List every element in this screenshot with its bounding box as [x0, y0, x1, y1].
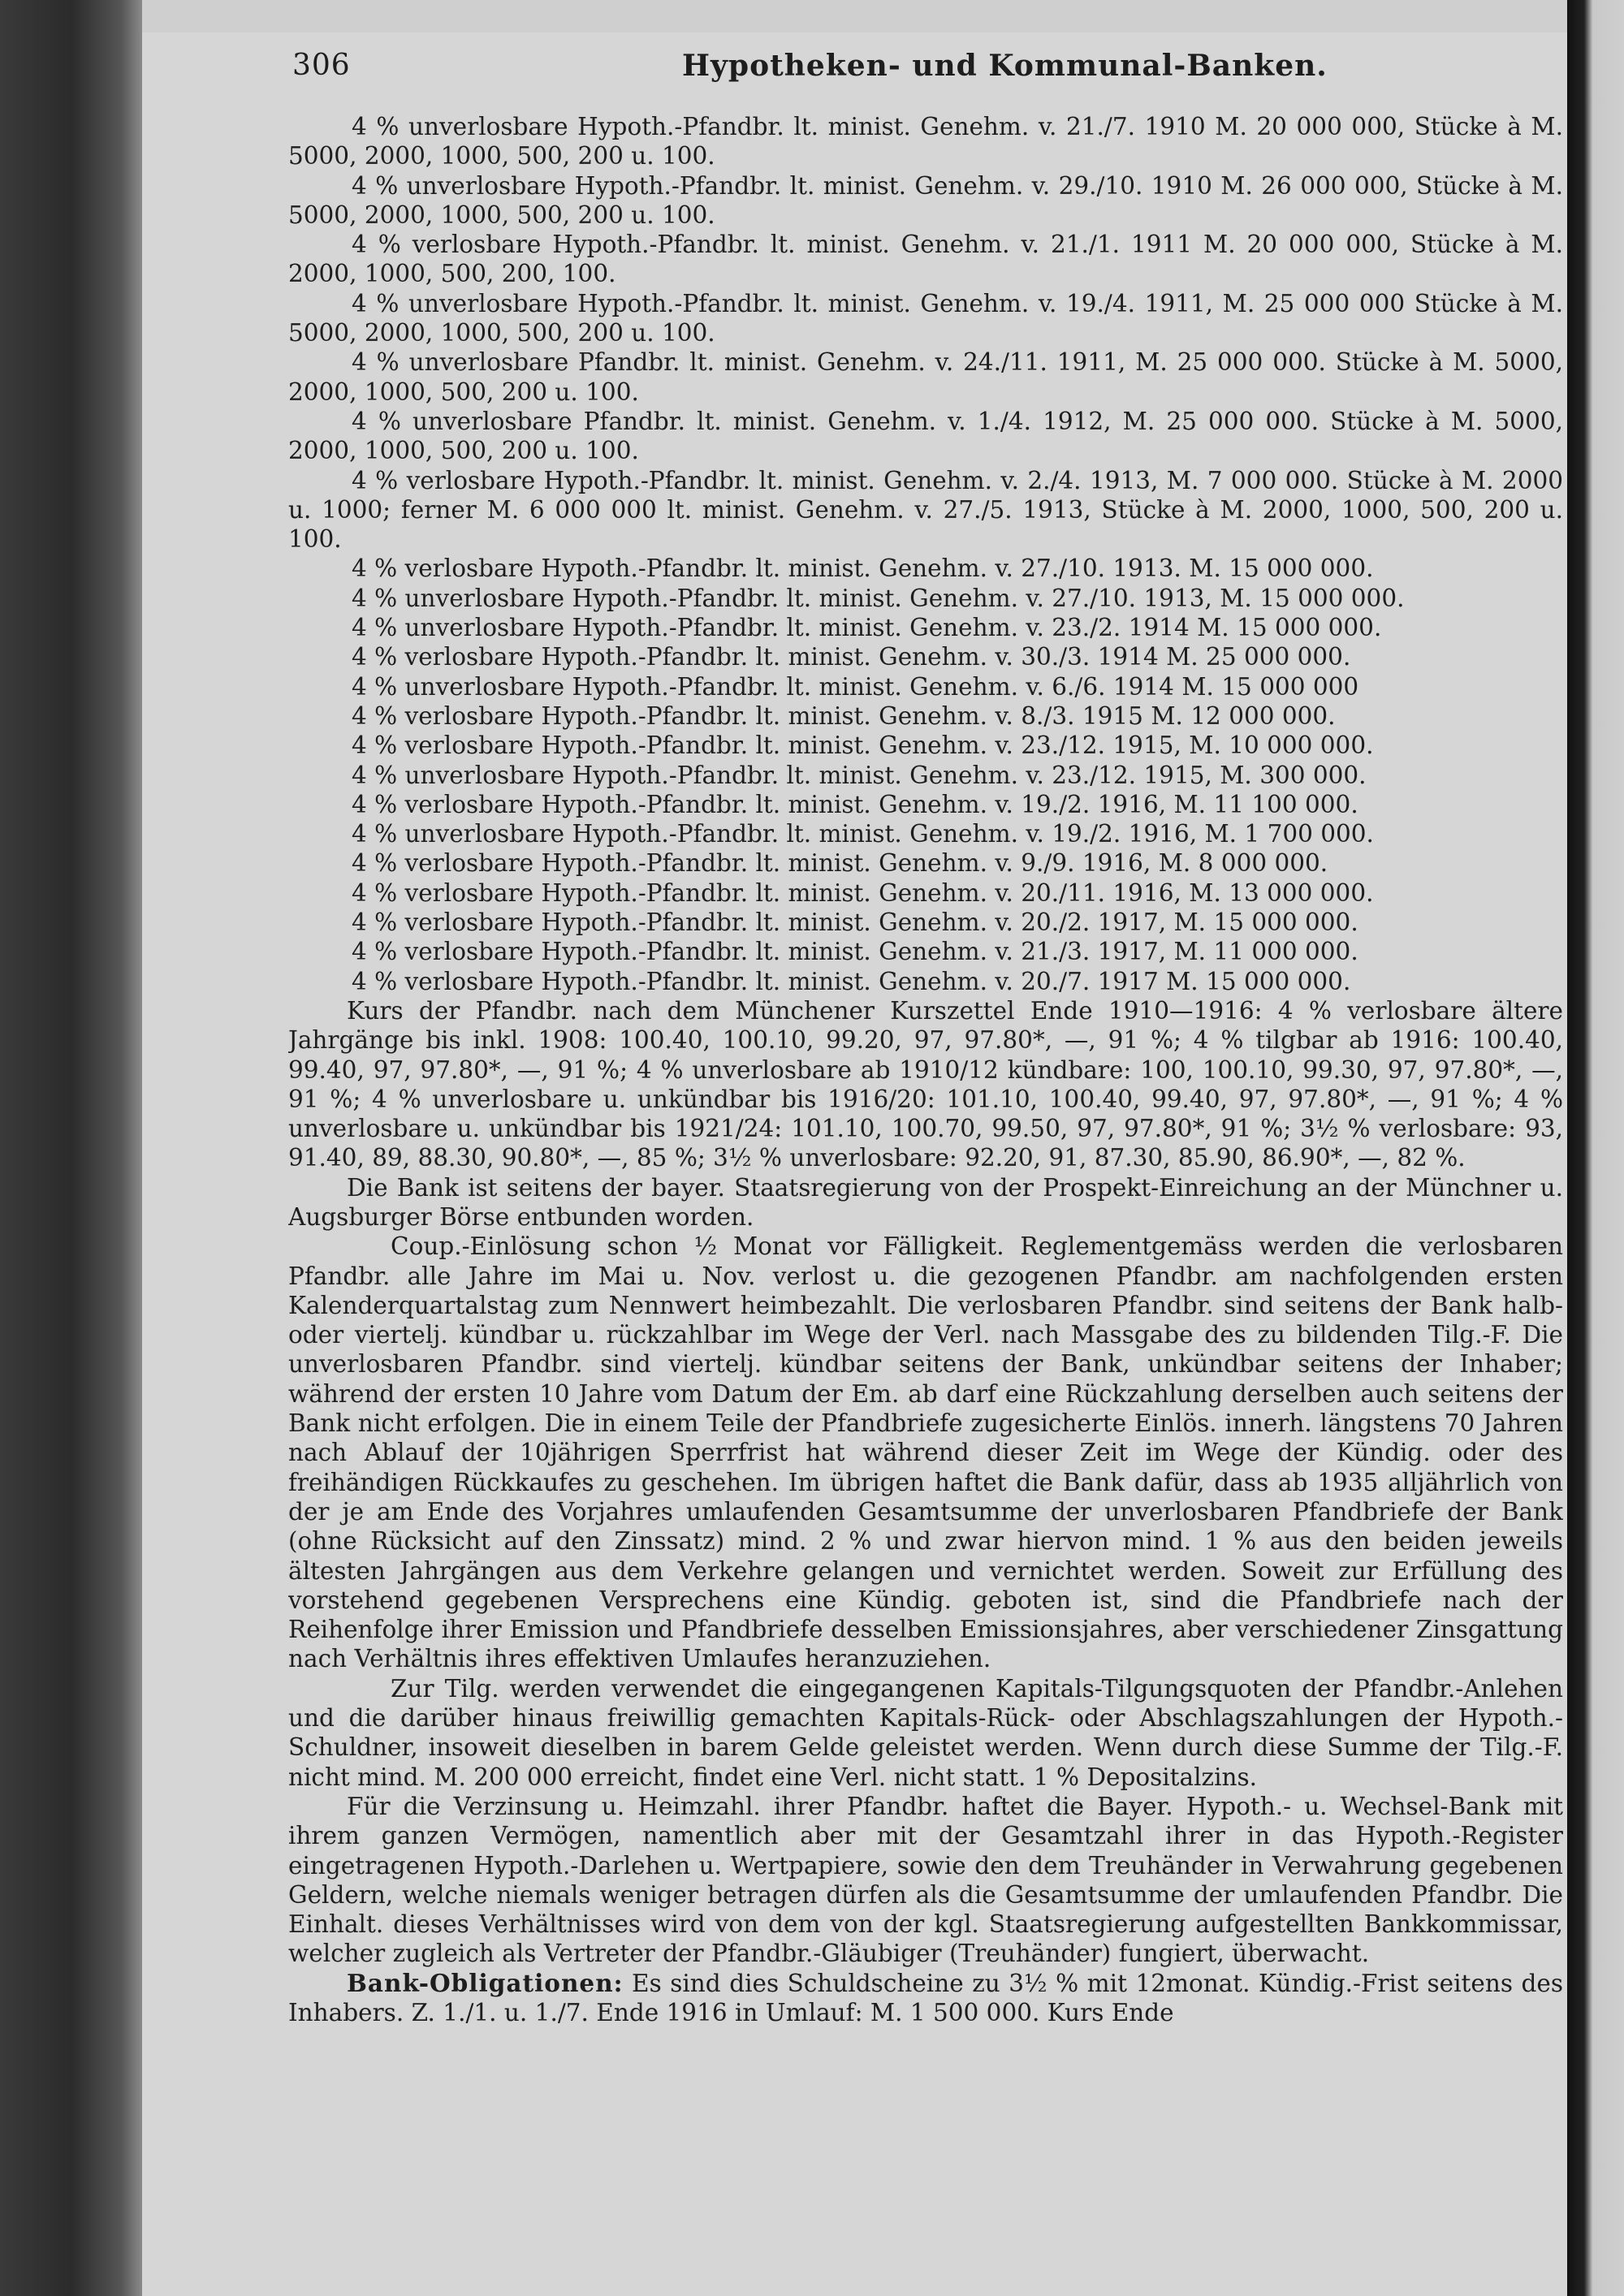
short-issue-entry: 4 % verlosbare Hypoth.-Pfandbr. lt. minist. Genehm. v. 20./7. 1917 M. 15 000 000.: [352, 967, 1351, 995]
short-issue-entry: 4 % unverlosbare Hypoth.-Pfandbr. lt. minist. Genehm. v. 23./12. 1915, M. 300 000.: [352, 761, 1367, 789]
issue-entry: 4 % unverlosbare Hypoth.-Pfandbr. lt. minist. Genehm. v. 21./7. 1910 M. 20 000 000, Stücke à M. 5000, 2000, 1000, 500, 200 u. 100.: [288, 113, 1563, 170]
obligationen-paragraph: [288, 1969, 1563, 2028]
page-number: 306: [292, 49, 351, 82]
short-issue-entry: 4 % unverlosbare Hypoth.-Pfandbr. lt. minist. Genehm. v. 23./2. 1914 M. 15 000 000.: [352, 614, 1382, 642]
short-issue-entry: 4 % verlosbare Hypoth.-Pfandbr. lt. minist. Genehm. v. 20./11. 1916, M. 13 000 000.: [352, 878, 1374, 907]
issue-entry: 4 % verlosbare Hypoth.-Pfandbr. lt. minist. Genehm. v. 21./1. 1911 M. 20 000 000, Stücke à M. 2000, 1000, 500, 200, 100.: [288, 231, 1563, 288]
verzinsung-paragraph: Für die Verzinsung u. Heimzahl. ihrer Pfandbr. haftet die Bayer. Hypoth.- u. Wechsel-Bank mit ihrem ganzen Vermögen, namentlich aber mit der Gesamtzahl ihrer in das Hypoth.-Register eingetragenen Hypoth.-Darlehen u. Wertpapiere, sowie den dem Treuhänder in Verwahrung gegebenen Geldern, welche niemals weniger betragen dürfen als die Gesamtsumme der umlaufenden Pfandbr. Die Einhalt. dieses Verhältnisses wird von dem von der kgl. Staatsregierung aufgestellten Bankkommissar, welcher zugleich als Vertreter der Pfandbr.-Gläubiger (Treuhänder) fungiert, überwacht.: [288, 1792, 1563, 1968]
short-issue-entry: 4 % verlosbare Hypoth.-Pfandbr. lt. minist. Genehm. v. 30./3. 1914 M. 25 000 000.: [352, 643, 1351, 671]
short-issue-entry: 4 % verlosbare Hypoth.-Pfandbr. lt. minist. Genehm. v. 27./10. 1913. M. 15 000 000.: [352, 555, 1374, 583]
body-text: [288, 112, 1563, 2027]
issue-entry: 4 % verlosbare Hypoth.-Pfandbr. lt. minist. Genehm. v. 2./4. 1913, M. 7 000 000. Stücke à M. 2000 u. 1000; ferner M. 6 000 000 lt. minist. Genehm. v. 27./5. 1913, Stücke à M. 2000, 1000, 500, 200 u. 100.: [288, 466, 1563, 554]
short-issue-entry: 4 % unverlosbare Hypoth.-Pfandbr. lt. minist. Genehm. v. 19./2. 1916, M. 1 700 000.: [352, 820, 1374, 848]
short-issue-entry: 4 % verlosbare Hypoth.-Pfandbr. lt. minist. Genehm. v. 23./12. 1915, M. 10 000 000.: [352, 732, 1374, 760]
coupon-paragraph: Coup.-Einlösung schon ½ Monat vor Fälligkeit. Reglementgemäss werden die verlosbaren Pfandbr. alle Jahre im Mai u. Nov. verlost u. die gezogenen Pfandbr. am nachfolgenden ersten Kalenderquartalstag zum Nennwert heimbezahlt. Die verlosbaren Pfandbr. sind seitens der Bank halb- oder viertelj. kündbar u. rückzahlbar im Wege der Verl. nach Massgabe des zu bildenden Tilg.-F. Die unverlosbaren Pfandbr. sind viertelj. kündbar seitens der Bank, unkündbar seitens der Inhaber; während der ersten 10 Jahre vom Datum der Em. ab darf eine Rückzahlung derselben auch seitens der Bank nicht erfolgen. Die in einem Teile der Pfandbriefe zugesicherte Einlös. innerh. längstens 70 Jahren nach Ablauf der 10jährigen Sperrfrist hat während dieser Zeit im Wege der Kündig. oder des freihändigen Rückkaufes zu geschehen. Im übrigen haftet die Bank dafür, dass ab 1935 alljährlich von der je am Ende des Vorjahres umlaufenden Gesamtsumme der unverlosbaren Pfandbriefe der Bank (ohne Rücksicht auf den Zinssatz) mind. 2 % und zwar hiervon mind. 1 % aus den beiden jeweils ältesten Jahrgängen aus dem Verkehre gelangen und vernichtet werden. Soweit zur Erfüllung des vorstehend gegebenen Versprechens eine Kündig. geboten ist, sind die Pfandbriefe nach der Reihenfolge ihrer Emission und Pfandbriefe desselben Emissionsjahres, aber verschiedener Zinsgattung nach Verhältnis ihres effektiven Umlaufes heranzuziehen.: [288, 1232, 1563, 1673]
short-issue-entry: 4 % verlosbare Hypoth.-Pfandbr. lt. minist. Genehm. v. 9./9. 1916, M. 8 000 000.: [352, 849, 1328, 878]
running-title: Hypotheken- und Kommunal-Banken.: [682, 49, 1328, 83]
short-issue-entry: 4 % unverlosbare Hypoth.-Pfandbr. lt. minist. Genehm. v. 6./6. 1914 M. 15 000 000: [352, 672, 1359, 701]
obligationen-text: Es sind dies Schuldscheine zu 3½ % mit 12monat. Kündig.-Frist seitens des Inhabers. Z. 1./1. u. 1./7. Ende 1916 in Umlauf: M. 1 500 000. Kurs Ende: [288, 1969, 1563, 2026]
page-header: [292, 49, 1543, 89]
short-issue-entry: 4 % verlosbare Hypoth.-Pfandbr. lt. minist. Genehm. v. 19./2. 1916, M. 11 100 000.: [352, 790, 1358, 818]
short-issue-entry: 4 % unverlosbare Hypoth.-Pfandbr. lt. minist. Genehm. v. 27./10. 1913, M. 15 000 000.: [352, 584, 1405, 612]
adjacent-page-edge: [1567, 0, 1624, 2296]
issue-entry: 4 % unverlosbare Pfandbr. lt. minist. Genehm. v. 24./11. 1911, M. 25 000 000. Stücke à M. 5000, 2000, 1000, 500, 200 u. 100.: [288, 348, 1563, 406]
tilgung-paragraph: Zur Tilg. werden verwendet die eingegangenen Kapitals-Tilgungsquoten der Pfandbr.-Anlehen und die darüber hinaus freiwillig gemachten Kapitals-Rück- oder Abschlagszahlungen der Hypoth.-Schuldner, insoweit dieselben in barem Gelde geleistet werden. Wenn durch diese Summe der Tilg.-F. nicht mind. M. 200 000 erreicht, findet eine Verl. nicht statt. 1 % Depositalzins.: [288, 1674, 1563, 1791]
short-issue-entry: 4 % verlosbare Hypoth.-Pfandbr. lt. minist. Genehm. v. 21./3. 1917, M. 11 000 000.: [352, 938, 1358, 966]
issue-entry: 4 % unverlosbare Hypoth.-Pfandbr. lt. minist. Genehm. v. 19./4. 1911, M. 25 000 000 Stücke à M. 5000, 2000, 1000, 500, 200 u. 100.: [288, 289, 1563, 347]
short-issue-entry: 4 % verlosbare Hypoth.-Pfandbr. lt. minist. Genehm. v. 8./3. 1915 M. 12 000 000.: [352, 701, 1336, 730]
short-issue-entry: 4 % verlosbare Hypoth.-Pfandbr. lt. minist. Genehm. v. 20./2. 1917, M. 15 000 000.: [352, 908, 1358, 937]
obligationen-heading: Bank-Obligationen:: [347, 1968, 624, 1997]
issue-entry: 4 % unverlosbare Hypoth.-Pfandbr. lt. minist. Genehm. v. 29./10. 1910 M. 26 000 000, Stücke à M. 5000, 2000, 1000, 500, 200 u. 100.: [288, 171, 1563, 229]
kurs-paragraph: Kurs der Pfandbr. nach dem Münchener Kurszettel Ende 1910—1916: 4 % verlosbare ältere Jahrgänge bis inkl. 1908: 100.40, 100.10, 99.20, 97, 97.80*, —, 91 %; 4 % tilgbar ab 1916: 100.40, 99.40, 97, 97.80*, —, 91 %; 4 % unverlosbare ab 1910/12 kündbare: 100, 100.10, 99.30, 97, 97.80*, —, 91 %; 4 % unverlosbare u. unkündbar bis 1916/20: 101.10, 100.40, 99.40, 97, 97.80*, —, 91 %; 4 % unverlosbare u. unkündbar bis 1921/24: 101.10, 100.70, 99.50, 97, 97.80*, 91 %; 3½ % verlosbare: 93, 91.40, 89, 88.30, 90.80*, —, 85 %; 3½ % unverlosbare: 92.20, 91, 87.30, 85.90, 86.90*, —, 82 %.: [288, 996, 1563, 1172]
prospekt-paragraph: Die Bank ist seitens der bayer. Staatsregierung von der Prospekt-Einreichung an der Münchner u. Augsburger Börse entbunden worden.: [288, 1173, 1563, 1231]
book-binding: [0, 0, 142, 2296]
issue-entry: 4 % unverlosbare Pfandbr. lt. minist. Genehm. v. 1./4. 1912, M. 25 000 000. Stücke à M. 5000, 2000, 1000, 500, 200 u. 100.: [288, 407, 1563, 465]
